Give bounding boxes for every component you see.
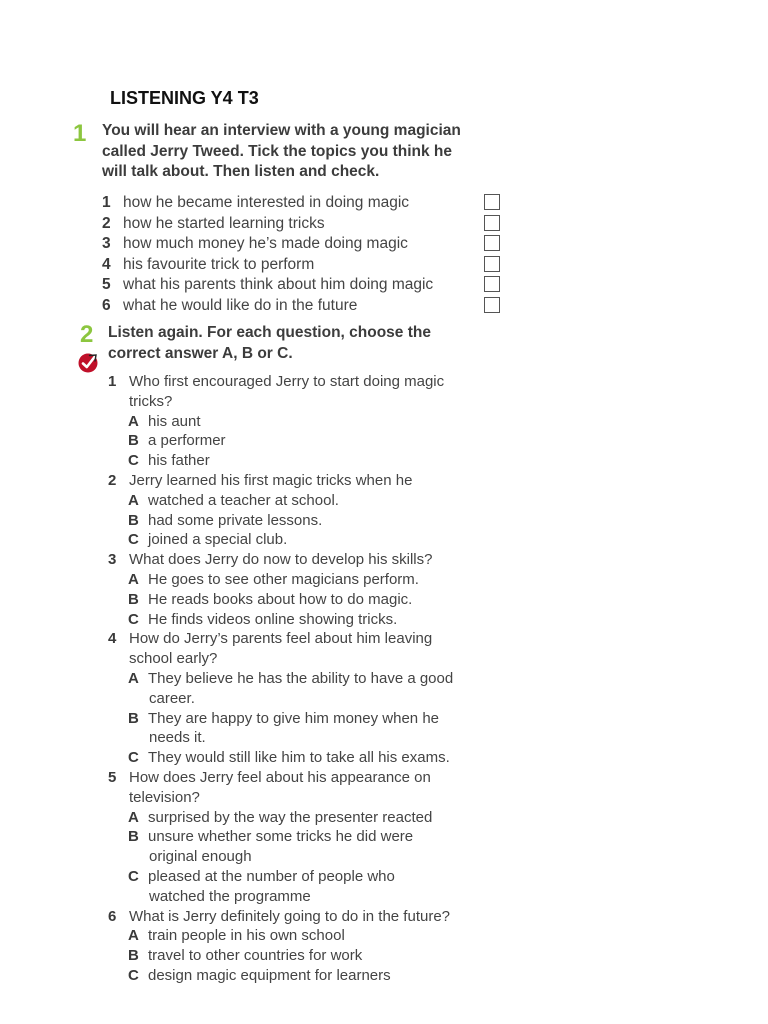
question-5 — [108, 768, 508, 788]
page-title: LISTENING Y4 T3 — [110, 88, 259, 108]
exercise-2-instruction — [108, 323, 528, 364]
option-text: pleased at the number of people who — [148, 867, 395, 885]
answer-option[interactable] — [108, 867, 508, 887]
answer-option[interactable] — [108, 966, 508, 986]
topic-item — [102, 214, 502, 235]
answer-option[interactable] — [108, 590, 508, 610]
answer-option[interactable] — [108, 570, 508, 590]
answer-option[interactable] — [108, 808, 508, 828]
option-letter: C — [128, 531, 139, 549]
option-text-cont: needs it. — [149, 729, 206, 747]
option-letter: B — [128, 947, 139, 965]
topic-item — [102, 275, 502, 296]
option-text: He reads books about how to do magic. — [148, 590, 413, 608]
option-text-cont: career. — [149, 689, 195, 707]
option-letter: B — [128, 432, 139, 450]
topic-list — [102, 193, 502, 317]
answer-option[interactable] — [108, 669, 508, 689]
tick-box[interactable] — [484, 194, 500, 210]
option-text: They believe he has the ability to have a good — [148, 669, 454, 687]
topic-number: 6 — [102, 296, 111, 314]
question-number: 2 — [108, 471, 117, 489]
tick-box[interactable] — [484, 297, 500, 313]
option-text-cont: original enough — [149, 848, 252, 866]
option-text: He finds videos online showing tricks. — [148, 610, 398, 628]
topic-item — [102, 255, 502, 276]
topic-number: 3 — [102, 235, 111, 253]
question-number: 5 — [108, 768, 117, 786]
option-letter: A — [128, 669, 139, 687]
option-letter: A — [128, 808, 139, 826]
option-letter: A — [128, 927, 139, 945]
question-text: Who first encouraged Jerry to start doing magic — [129, 373, 445, 390]
tick-box[interactable] — [484, 276, 500, 292]
answer-option[interactable] — [108, 748, 508, 768]
question-text-cont: television? — [129, 788, 200, 806]
question-number: 1 — [108, 373, 117, 390]
topic-text: how he became interested in doing magic — [123, 194, 410, 211]
option-letter: B — [128, 828, 139, 846]
question-3 — [108, 550, 508, 570]
option-text: train people in his own school — [148, 927, 345, 945]
answer-option[interactable] — [108, 926, 508, 946]
question-text: How does Jerry feel about his appearance on — [129, 768, 431, 786]
answer-option[interactable] — [108, 451, 508, 471]
question-number: 4 — [108, 630, 117, 648]
topic-number: 4 — [102, 255, 111, 273]
option-text: They would still like him to take all his exams. — [148, 749, 450, 767]
topic-item — [102, 193, 502, 214]
answer-option[interactable] — [108, 431, 508, 451]
tick-box[interactable] — [484, 235, 500, 251]
instruction-line: Listen again. For each question, choose the — [108, 324, 431, 341]
option-text-cont: watched the programme — [149, 887, 311, 905]
option-text: joined a special club. — [148, 531, 288, 549]
question-list — [108, 372, 508, 986]
topic-number: 1 — [102, 194, 111, 211]
option-text: his aunt — [148, 412, 201, 430]
topic-text: what he would like do in the future — [123, 296, 358, 314]
question-text-cont: tricks? — [129, 392, 173, 410]
option-text: He goes to see other magicians perform. — [148, 570, 419, 588]
topic-text: his favourite trick to perform — [123, 255, 315, 273]
exercise-2-number: 2 — [80, 321, 94, 348]
option-text: had some private lessons. — [148, 511, 323, 529]
answer-option[interactable] — [108, 709, 508, 729]
question-text: What does Jerry do now to develop his skills? — [129, 551, 433, 569]
topic-text: how he started learning tricks — [123, 214, 325, 232]
instruction-line: correct answer A, B or C. — [108, 344, 293, 362]
option-text: unsure whether some tricks he did were — [148, 828, 414, 846]
question-text: How do Jerry’s parents feel about him leaving — [129, 630, 433, 648]
instruction-line: You will hear an interview with a young magician — [102, 122, 461, 139]
topic-text: what his parents think about him doing magic — [123, 276, 434, 294]
instruction-line: called Jerry Tweed. Tick the topics you think he — [102, 142, 453, 160]
question-text: What is Jerry definitely going to do in the future? — [129, 907, 451, 925]
exercise-1-instruction — [102, 121, 522, 183]
option-letter: B — [128, 511, 139, 529]
question-text-cont: school early? — [129, 650, 218, 668]
topic-item — [102, 296, 502, 317]
exercise-1-number: 1 — [73, 120, 87, 147]
question-text: Jerry learned his first magic tricks when he — [129, 471, 413, 489]
answer-option[interactable] — [108, 827, 508, 847]
answer-option[interactable] — [108, 946, 508, 966]
topic-item — [102, 234, 502, 255]
option-letter: B — [128, 709, 139, 727]
option-letter: C — [128, 749, 139, 767]
answer-option[interactable] — [108, 412, 508, 432]
question-number: 6 — [108, 907, 117, 925]
option-letter: B — [128, 590, 139, 608]
question-4 — [108, 629, 508, 649]
answer-option[interactable] — [108, 530, 508, 550]
instruction-line: will talk about. Then listen and check. — [102, 163, 380, 180]
option-letter: A — [128, 412, 139, 430]
question-1 — [108, 372, 508, 392]
option-letter: C — [128, 610, 139, 628]
option-text: surprised by the way the presenter reacted — [148, 808, 433, 826]
option-letter: A — [128, 570, 139, 588]
option-text: watched a teacher at school. — [148, 491, 339, 509]
tick-box[interactable] — [484, 215, 500, 231]
option-letter: C — [128, 966, 139, 984]
topic-number: 5 — [102, 276, 111, 294]
option-text: a performer — [148, 432, 226, 450]
check-circle-icon — [77, 352, 99, 374]
option-text: design magic equipment for learners — [148, 966, 391, 984]
question-number: 3 — [108, 551, 117, 569]
answer-option[interactable] — [108, 511, 508, 531]
option-text: his father — [148, 452, 210, 470]
topic-number: 2 — [102, 214, 111, 232]
answer-option[interactable] — [108, 491, 508, 511]
topic-text: how much money he’s made doing magic — [123, 235, 408, 253]
tick-box[interactable] — [484, 256, 500, 272]
question-2 — [108, 471, 508, 491]
option-text: They are happy to give him money when he — [148, 709, 439, 727]
option-letter: C — [128, 452, 139, 470]
question-6 — [108, 907, 508, 927]
option-letter: C — [128, 867, 139, 885]
option-letter: A — [128, 491, 139, 509]
option-text: travel to other countries for work — [148, 947, 363, 965]
answer-option[interactable] — [108, 610, 508, 630]
